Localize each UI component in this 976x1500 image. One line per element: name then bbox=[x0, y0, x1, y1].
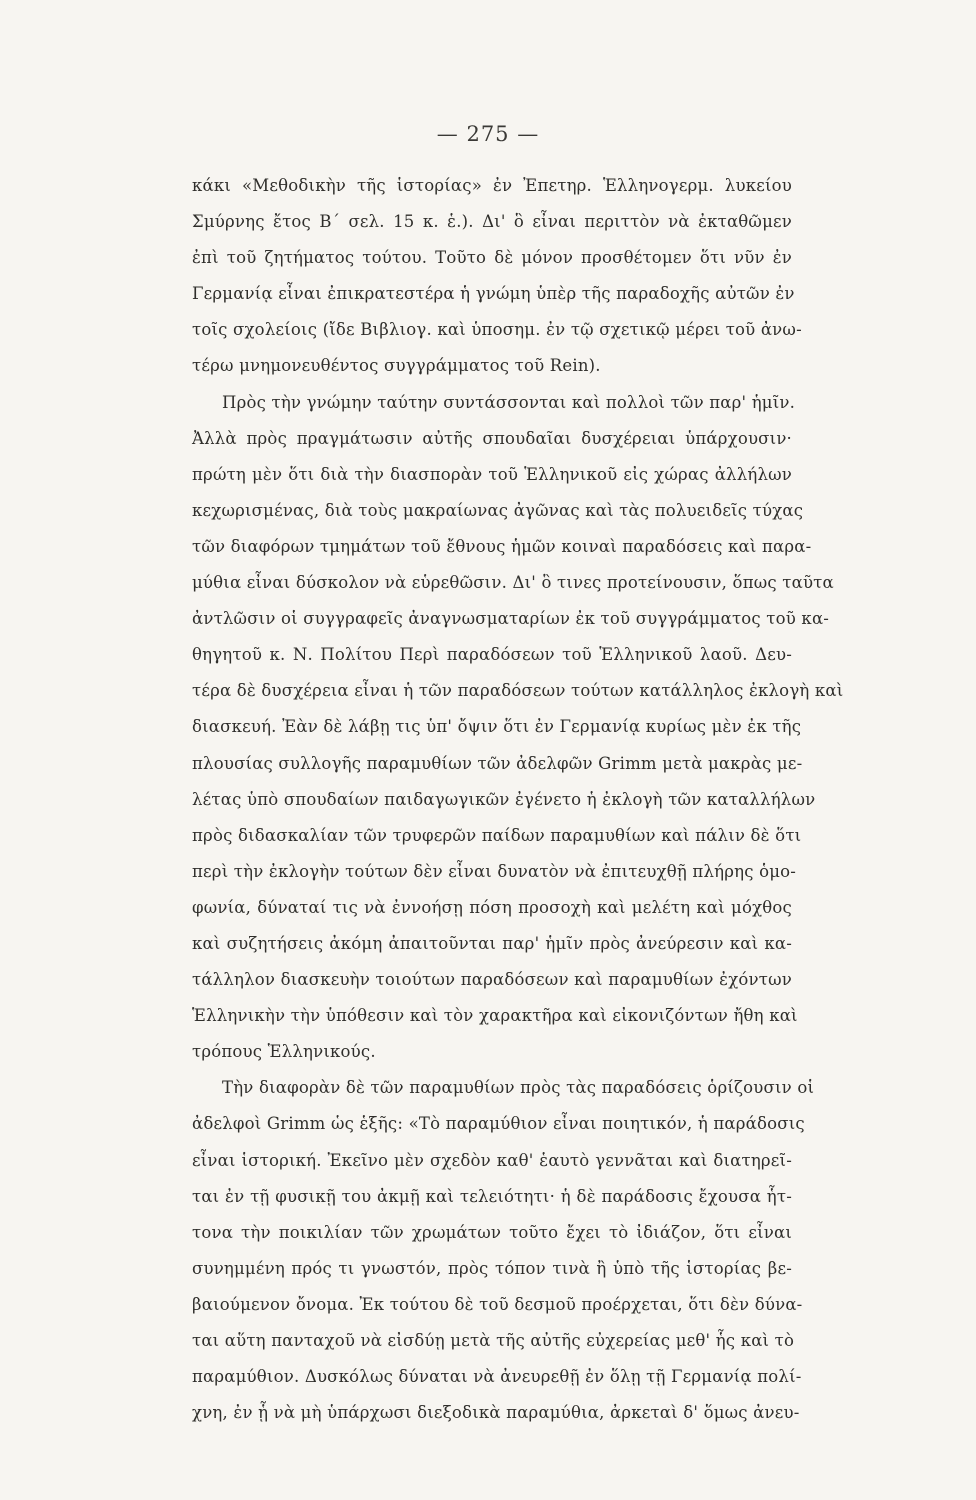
text-line: εἶναι ἱστορική. Ἐκεῖνο μὲν σχεδὸν καθ' ἑαυτὸ γεννᾶται καὶ διατηρεῖ- bbox=[192, 1150, 792, 1170]
text-line: Ἀλλὰ πρὸς πραγμάτωσιν αὐτῆς σπουδαῖαι δυσχέρειαι ὑπάρχουσιν· bbox=[192, 428, 792, 448]
text-line: θηγητοῦ κ. Ν. Πολίτου Περὶ παραδόσεων τοῦ Ἑλληνικοῦ λαοῦ. Δευ- bbox=[192, 645, 792, 665]
text-line: βαιούμενον ὄνομα. Ἐκ τούτου δὲ τοῦ δεσμοῦ προέρχεται, ὅτι δὲν δύνα- bbox=[192, 1294, 803, 1314]
text-line: καὶ συζητήσεις ἀκόμη ἀπαιτοῦνται παρ' ἡμῖν πρὸς ἀνεύρεσιν καὶ κα- bbox=[192, 933, 792, 953]
paragraph-3 bbox=[192, 1070, 815, 1431]
text-line: τέρα δὲ δυσχέρεια εἶναι ἡ τῶν παραδόσεων τούτων κατάλληλος ἐκλογὴ καὶ bbox=[192, 681, 844, 701]
body-text bbox=[192, 168, 844, 1431]
text-line: τάλληλον διασκευὴν τοιούτων παραδόσεων καὶ παραμυθίων ἐχόντων bbox=[192, 970, 792, 990]
text-line: τρόπους Ἑλληνικούς. bbox=[192, 1042, 376, 1062]
text-line: ἀντλῶσιν οἱ συγγραφεῖς ἀναγνωσματαρίων ἐκ τοῦ συγγράμματος τοῦ κα- bbox=[192, 609, 830, 629]
text-line: τονα τὴν ποικιλίαν τῶν χρωμάτων τοῦτο ἔχει τὸ ἰδιάζον, ὅτι εἶναι bbox=[192, 1222, 792, 1242]
text-line: τῶν διαφόρων τμημάτων τοῦ ἔθνους ἡμῶν κοιναὶ παραδόσεις καὶ παρα- bbox=[192, 536, 812, 556]
text-line: ται αὕτη πανταχοῦ νὰ εἰσδύῃ μετὰ τῆς αὐτῆς εὐχερείας μεθ' ἧς καὶ τὸ bbox=[192, 1331, 795, 1350]
text-line: ται ἐν τῇ φυσικῇ του ἀκμῇ καὶ τελειότητι· ἡ δὲ παράδοσις ἔχουσα ἧτ- bbox=[192, 1186, 792, 1206]
text-line: παραμύθιον. Δυσκόλως δύναται νὰ ἀνευρεθῇ ἐν ὅλῃ τῇ Γερμανίᾳ πολί- bbox=[192, 1367, 802, 1387]
text-line: τέρω μνημονευθέντος συγγράμματος τοῦ Rein). bbox=[192, 356, 601, 376]
text-line: πλουσίας συλλογῆς παραμυθίων τῶν ἀδελφῶν Grimm μετὰ μακρὰς με- bbox=[192, 753, 803, 773]
text-line: φωνία, δύναταί τις νὰ ἐννοήσῃ πόση προσοχὴ καὶ μελέτη καὶ μόχθος bbox=[192, 897, 792, 917]
text-line: ἀδελφοὶ Grimm ὡς ἑξῆς: «Τὸ παραμύθιον εἶναι ποιητικόν, ἡ παράδοσις bbox=[192, 1114, 805, 1134]
text-line: λέτας ὑπὸ σπουδαίων παιδαγωγικῶν ἐγένετο ἡ ἐκλογὴ τῶν καταλλήλων bbox=[192, 789, 816, 809]
page-number: — 275 — bbox=[436, 122, 540, 146]
text-line: Τὴν διαφορὰν δὲ τῶν παραμυθίων πρὸς τὰς παραδόσεις ὁρίζουσιν οἱ bbox=[222, 1078, 815, 1098]
paragraph-1 bbox=[192, 168, 802, 385]
text-line: πρώτη μὲν ὅτι διὰ τὴν διασπορὰν τοῦ Ἑλληνικοῦ εἰς χώρας ἀλλήλων bbox=[192, 464, 792, 484]
text-line: περὶ τὴν ἐκλογὴν τούτων δὲν εἶναι δυνατὸν νὰ ἐπιτευχθῇ πλήρης ὁμο- bbox=[192, 861, 797, 881]
text-line: χνη, ἐν ᾗ νὰ μὴ ὑπάρχωσι διεξοδικὰ παραμύθια, ἀρκεταὶ δ' ὅμως ἀνευ- bbox=[192, 1403, 800, 1423]
text-line: Πρὸς τὴν γνώμην ταύτην συντάσσονται καὶ πολλοὶ τῶν παρ' ἡμῖν. bbox=[222, 392, 796, 412]
text-line: τοῖς σχολείοις (ἴδε Βιβλιογ. καὶ ὑποσημ. ἐν τῷ σχετικῷ μέρει τοῦ ἀνω- bbox=[192, 320, 802, 340]
text-line: κεχωρισμένας, διὰ τοὺς μακραίωνας ἀγῶνας καὶ τὰς πολυειδεῖς τύχας bbox=[192, 500, 804, 520]
text-line: Σμύρνης ἔτος Β´ σελ. 15 κ. ἑ.). Δι' ὃ εἶναι περιττὸν νὰ ἐκταθῶμεν bbox=[192, 212, 792, 232]
text-line: συνημμένη πρός τι γνωστόν, πρὸς τόπον τινὰ ἢ ὑπὸ τῆς ἱστορίας βε- bbox=[192, 1258, 792, 1278]
text-line: κάκι «Μεθοδικὴν τῆς ἱστορίας» ἐν Ἐπετηρ. Ἑλληνογερμ. λυκείου bbox=[192, 176, 792, 195]
text-line: Γερμανίᾳ εἶναι ἐπικρατεστέρα ἡ γνώμη ὑπὲρ τῆς παραδοχῆς αὐτῶν ἐν bbox=[192, 284, 795, 304]
paragraph-2 bbox=[192, 385, 844, 1071]
text-line: διασκευή. Ἐὰν δὲ λάβῃ τις ὑπ' ὄψιν ὅτι ἐν Γερμανίᾳ κυρίως μὲν ἐκ τῆς bbox=[192, 717, 802, 737]
text-line: Ἑλληνικὴν τὴν ὑπόθεσιν καὶ τὸν χαρακτῆρα καὶ εἰκονιζόντων ἤθη καὶ bbox=[192, 1006, 798, 1026]
text-line: ἐπὶ τοῦ ζητήματος τούτου. Τοῦτο δὲ μόνον προσθέτομεν ὅτι νῦν ἐν bbox=[192, 248, 792, 268]
text-line: πρὸς διδασκαλίαν τῶν τρυφερῶν παίδων παραμυθίων καὶ πάλιν δὲ ὅτι bbox=[192, 825, 802, 845]
text-line: μύθια εἶναι δύσκολον νὰ εὑρεθῶσιν. Δι' ὃ τινες προτείνουσιν, ὅπως ταῦτα bbox=[192, 573, 834, 593]
